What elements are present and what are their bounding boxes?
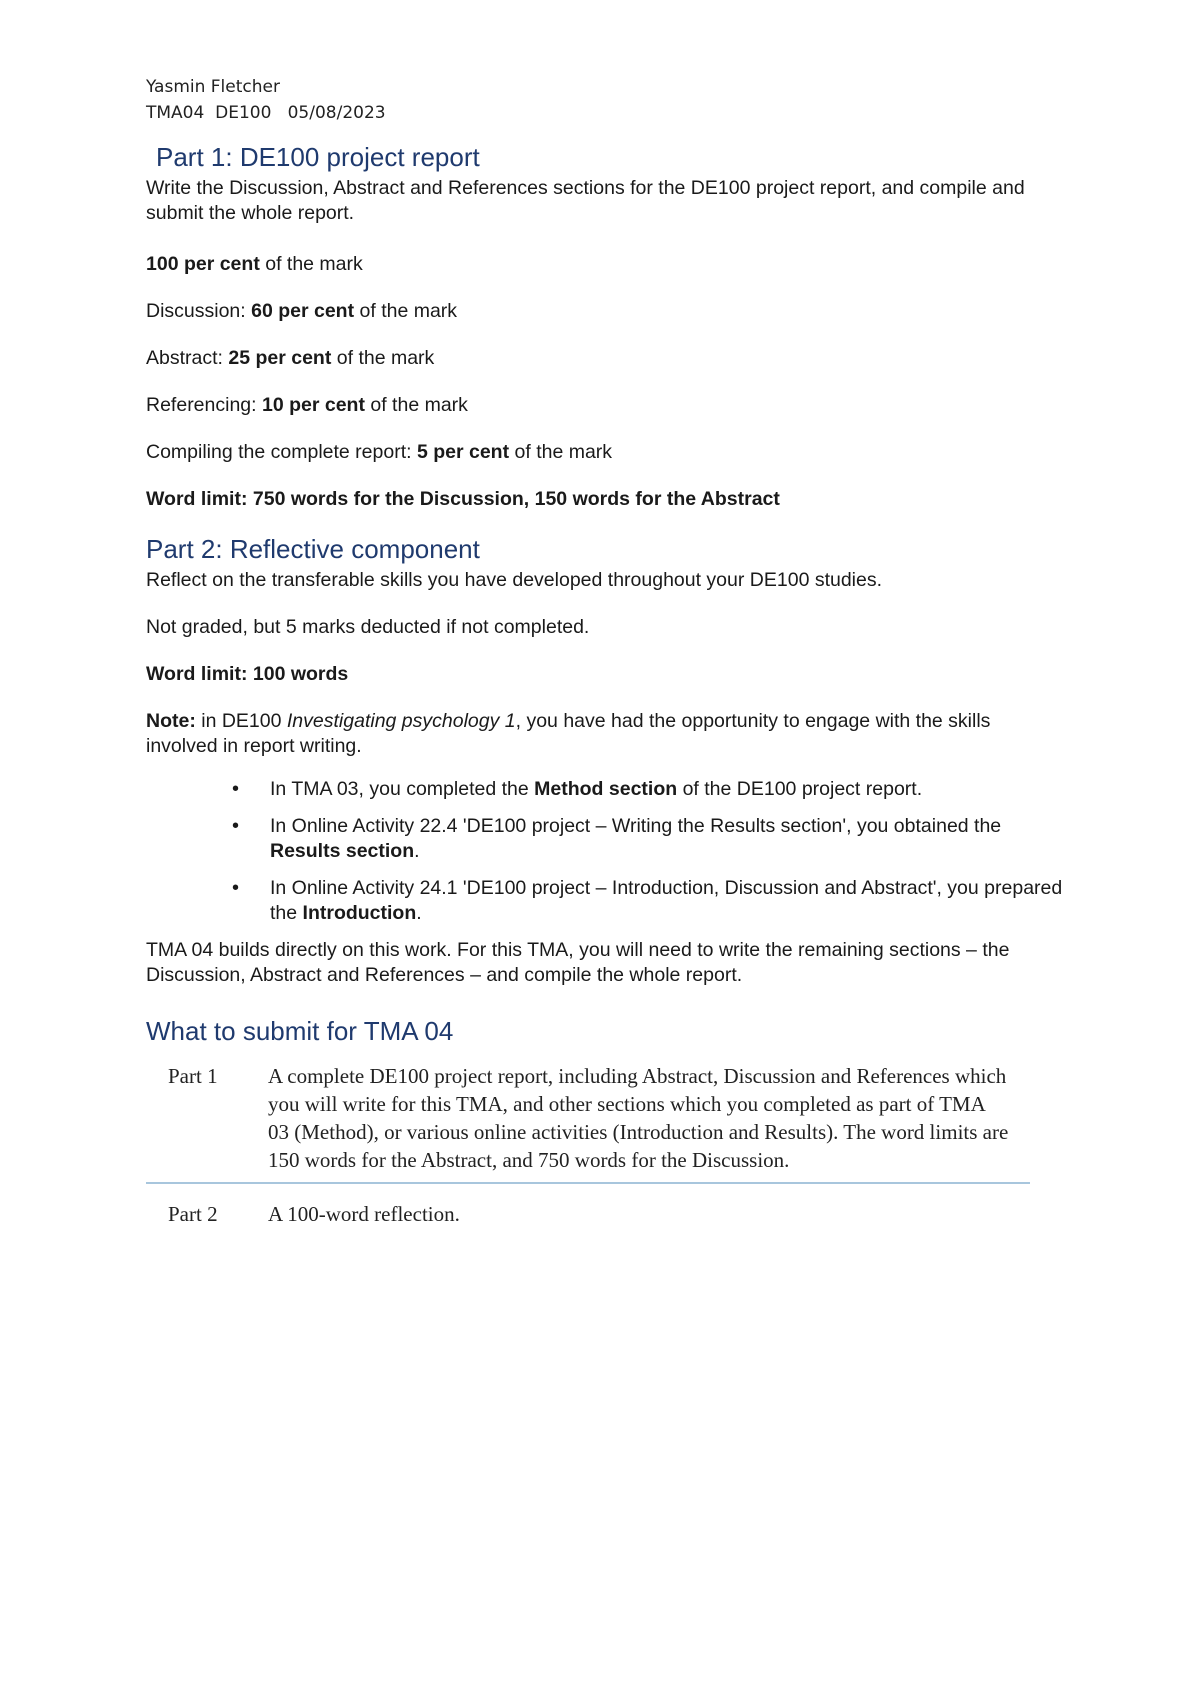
part2-word-limit: Word limit: 100 words <box>146 663 349 685</box>
bullet-text-end: . <box>416 902 422 924</box>
mark-label: Referencing: <box>146 394 262 416</box>
part1-word-limit: Word limit: 750 words for the Discussion, 150 words for the Abstract <box>146 488 780 510</box>
bullet-icon: • <box>232 778 240 800</box>
mark-label: Discussion: <box>146 300 252 322</box>
part2-intro: Reflect on the transferable skills you have developed throughout your DE100 studies. <box>146 569 883 591</box>
submit-table <box>146 1062 1030 1228</box>
bullet-bold: Method section <box>534 778 678 800</box>
mark-rest: of the mark <box>331 347 435 369</box>
mark-label: Abstract: <box>146 347 229 369</box>
part2-closing: TMA 04 builds directly on this work. For this TMA, you will need to write the remaining sections – the Discussion, Abstract and References – and compile the whole report. <box>146 939 1010 986</box>
list-item <box>146 814 1066 864</box>
mark-referencing <box>146 393 1066 418</box>
list-item <box>146 876 1066 926</box>
mark-percent: 25 per cent <box>228 347 332 369</box>
total-mark-rest: of the mark <box>259 253 363 275</box>
mark-rest: of the mark <box>364 394 468 416</box>
document-body <box>146 140 1066 1228</box>
author-name: Yasmin Fletcher <box>146 77 280 97</box>
note-pre: in DE100 <box>195 710 287 732</box>
mark-percent: 5 per cent <box>416 441 510 463</box>
bullet-text: In Online Activity 22.4 'DE100 project – Writing the Results section', you obtained the <box>270 815 1002 837</box>
bullet-bold: Results section <box>270 840 415 862</box>
document-header <box>146 74 386 126</box>
mark-percent: 10 per cent <box>261 394 365 416</box>
bullet-text-end: of the DE100 project report. <box>677 778 923 800</box>
mark-rest: of the mark <box>509 441 613 463</box>
prior-work-list <box>146 777 1066 926</box>
note-post: , you have had the opportunity to engage with the skills involved in report writing. <box>146 710 991 757</box>
part2-grading: Not graded, but 5 marks deducted if not completed. <box>146 616 590 638</box>
table-cell-part: Part 1 <box>168 1064 218 1088</box>
mark-compiling <box>146 440 1066 465</box>
part2-heading: Part 2: Reflective component <box>146 534 480 564</box>
note-course-title: Investigating psychology 1 <box>286 710 516 732</box>
course-line: TMA04 DE100 05/08/2023 <box>146 103 386 123</box>
mark-abstract <box>146 346 1066 371</box>
total-mark-bold: 100 per cent <box>146 253 260 275</box>
table-cell-description: A complete DE100 project report, including Abstract, Discussion and References which you will write for this TMA, and other sections which you completed as part of TMA 03 (Method), or various online activities (Introduction and Results). The word limits are 150 words for the Abstract, and 750 words for the Discussion. <box>268 1064 1009 1172</box>
bullet-bold: Introduction <box>302 902 417 924</box>
bullet-text: In Online Activity 24.1 'DE100 project – Introduction, Discussion and Abstract', you prepared the <box>270 877 1063 924</box>
mark-rest: of the mark <box>354 300 458 322</box>
part2-note <box>146 709 1066 759</box>
mark-label: Compiling the complete report: <box>146 441 417 463</box>
part1-total-mark <box>146 252 1066 277</box>
mark-percent: 60 per cent <box>251 300 355 322</box>
part1-intro: Write the Discussion, Abstract and References sections for the DE100 project report, and compile and submit the whole report. <box>146 177 1025 224</box>
mark-discussion <box>146 299 1066 324</box>
table-cell-description: A 100-word reflection. <box>268 1202 460 1226</box>
note-label: Note: <box>146 710 196 732</box>
submit-heading: What to submit for TMA 04 <box>146 1016 454 1046</box>
table-row <box>146 1062 1030 1184</box>
part1-heading: Part 1: DE100 project report <box>156 142 480 172</box>
bullet-text: In TMA 03, you completed the <box>270 778 535 800</box>
list-item <box>146 777 1066 802</box>
bullet-icon: • <box>232 877 240 899</box>
table-cell-part: Part 2 <box>168 1202 218 1226</box>
bullet-icon: • <box>232 815 240 837</box>
bullet-text-end: . <box>414 840 420 862</box>
table-row <box>146 1184 1030 1228</box>
